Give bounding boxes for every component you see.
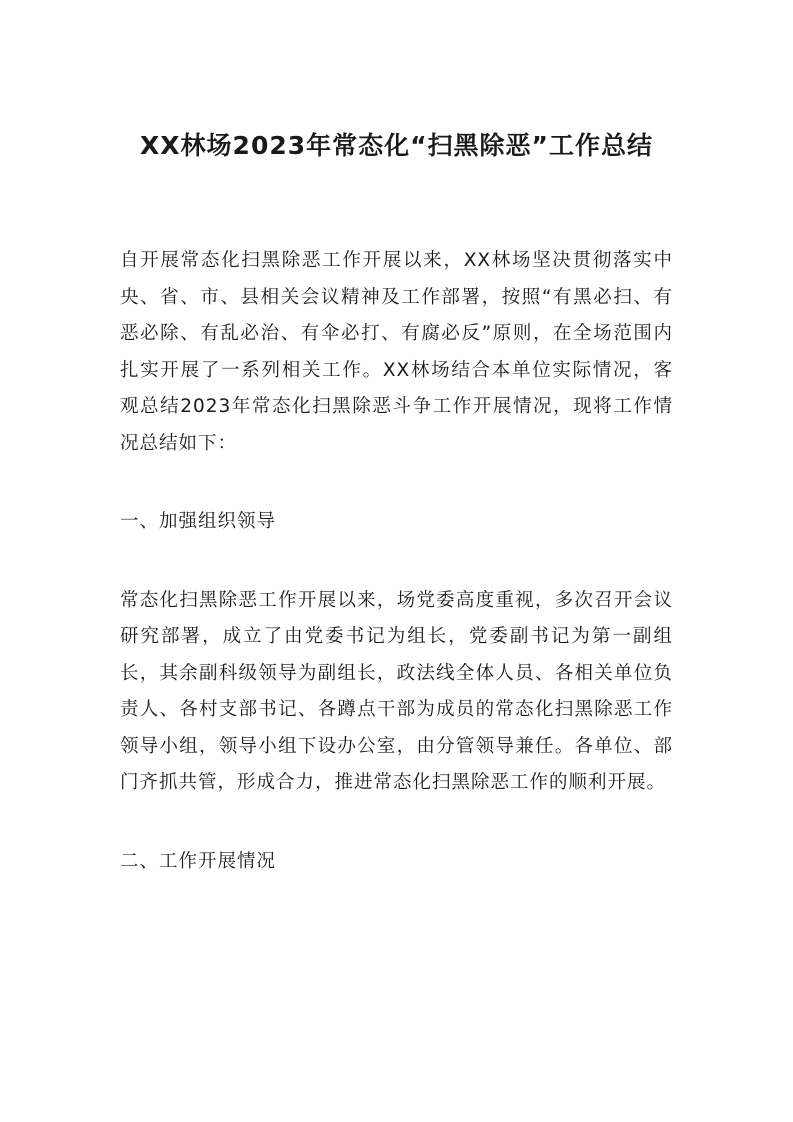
document-title: XX林场2023年常态化“扫黑除恶”工作总结 — [140, 131, 653, 160]
section-body-organization: 常态化扫黑除恶工作开展以来，场党委高度重视，多次召开会议研究部署，成立了由党委书记为组长，党委副书记为第一副组长，其余副科级领导为副组长，政法线全体人员、各相关单位负责人、各村支部书记、各蹲点干部为成员的常态化扫黑除恶工作领导小组，领导小组下设办公室，由分管领导兼任。各单位、部门齐抓共管，形成合力，推进常态化扫黑除恶工作的顺利开展。 — [120, 589, 673, 793]
section-heading-organization: 一、加强组织领导 — [120, 511, 277, 532]
intro-paragraph: 自开展常态化扫黑除恶工作开展以来，XX林场坚决贯彻落实中央、省、市、县相关会议精神及工作部署，按照“有黑必扫、有恶必除、有乱必治、有伞必打、有腐必反”原则，在全场范围内扎实开展了一系列相关工作。XX林场结合本单位实际情况，客观总结2023年常态化扫黑除恶斗争工作开展情况，现将工作情况总结如下： — [120, 250, 673, 454]
section-heading-work-progress: 二、工作开展情况 — [120, 850, 277, 872]
